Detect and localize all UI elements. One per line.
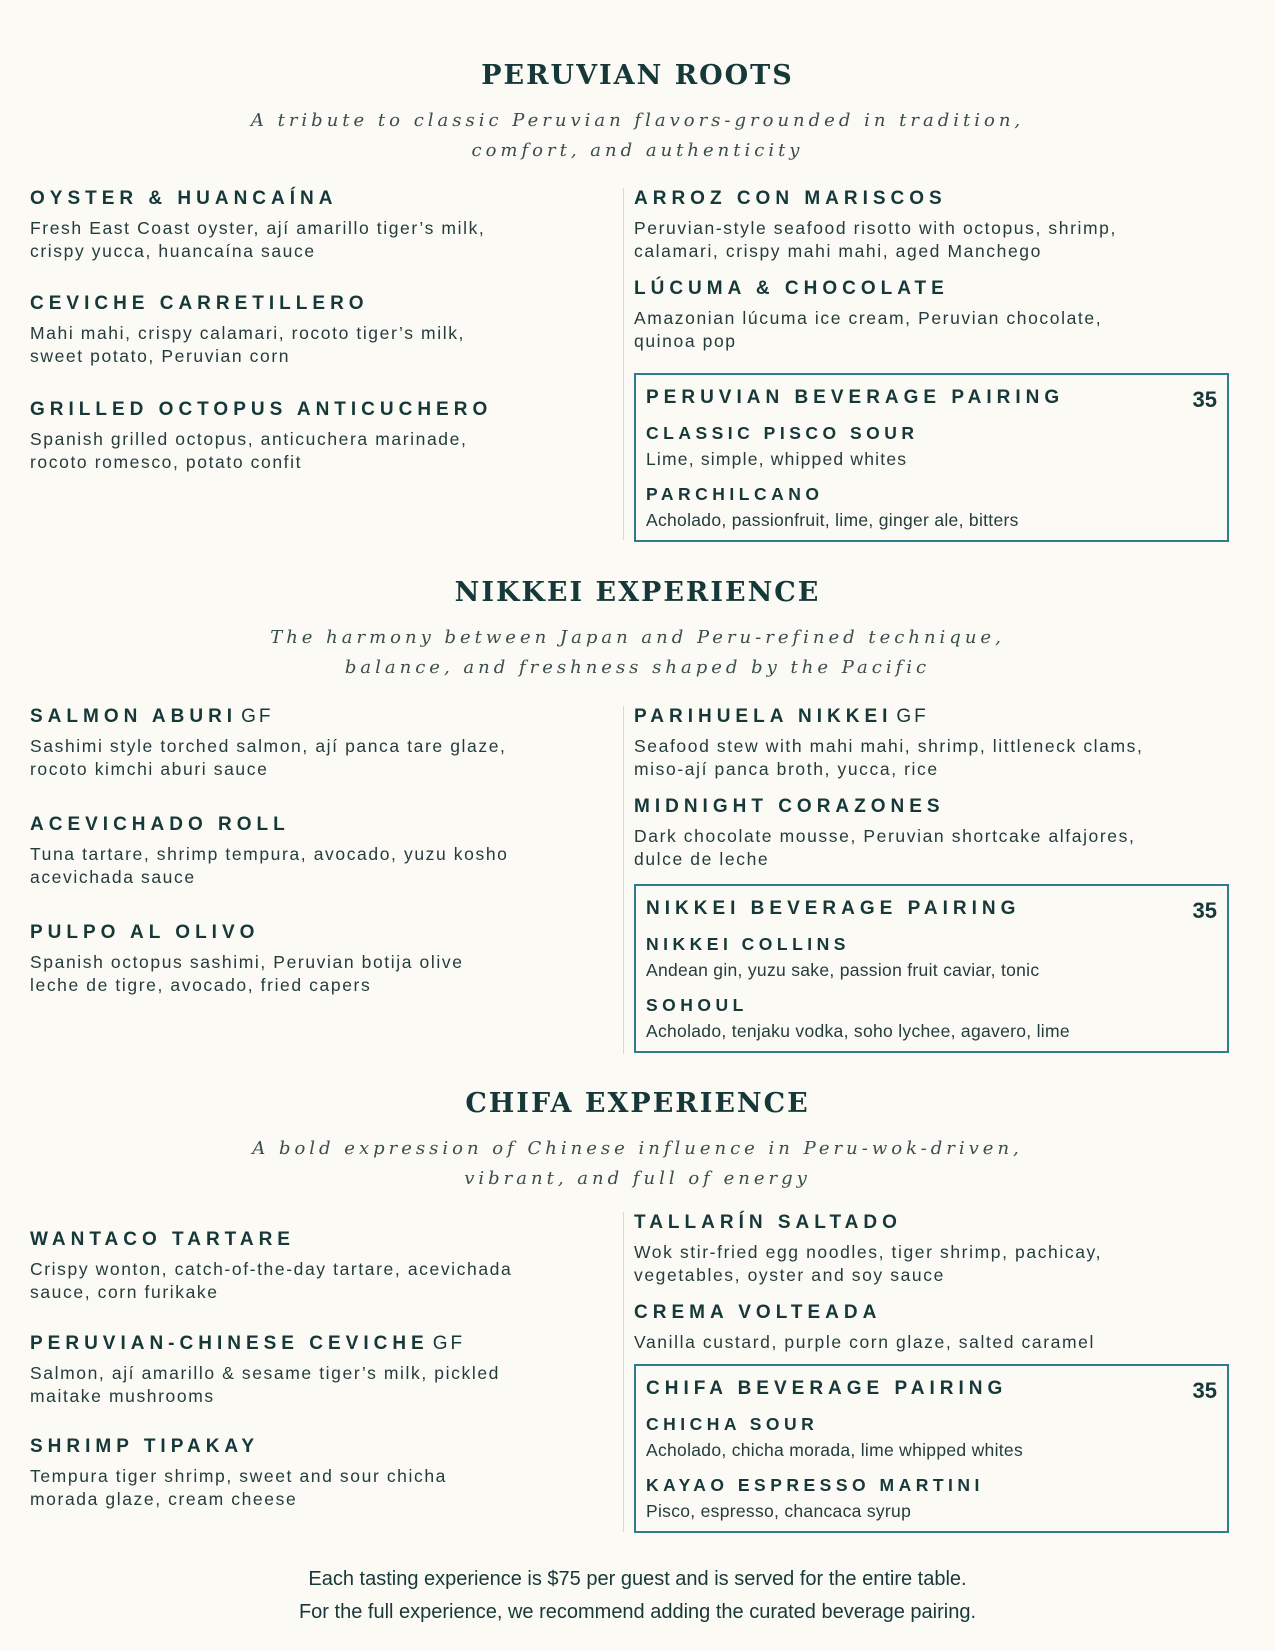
subtitle-line: The harmony between Japan and Peru-refined technique, — [270, 627, 1005, 648]
drink-description: Pisco, espresso, chancaca syrup — [646, 1501, 912, 1521]
menu-item — [30, 814, 600, 889]
item-name: PARIHUELA NIKKEI GF — [634, 706, 929, 727]
item-name: OYSTER & HUANCAÍNA — [30, 188, 338, 209]
drink-name: CHICHA SOUR — [646, 1414, 819, 1434]
item-description: Peruvian-style seafood risotto with octopus, shrimp, calamari, crispy mahi mahi, aged Manchego — [634, 218, 1117, 261]
drink-name: SOHOUL — [646, 995, 748, 1015]
footer-note — [0, 1563, 1275, 1629]
section-subtitle — [0, 106, 1275, 166]
drink-description: Andean gin, yuzu sake, passion fruit caviar, tonic — [646, 960, 1040, 980]
pairing-title: NIKKEI BEVERAGE PAIRING — [646, 898, 1021, 919]
drink-name: CLASSIC PISCO SOUR — [646, 423, 919, 443]
column-divider — [623, 706, 624, 1054]
menu-item — [30, 922, 600, 997]
menu-item — [30, 1436, 600, 1511]
drink-name: NIKKEI COLLINS — [646, 934, 850, 954]
item-description: Fresh East Coast oyster, ají amarillo tiger’s milk, crispy yucca, huancaína sauce — [30, 218, 486, 261]
menu-item — [30, 1333, 600, 1408]
pairing-title: PERUVIAN BEVERAGE PAIRING — [646, 387, 1065, 408]
item-description: Crispy wonton, catch-of-the-day tartare, acevichada sauce, corn furikake — [30, 1259, 513, 1302]
item-name: CREMA VOLTEADA — [634, 1302, 882, 1323]
item-description: Wok stir-fried egg noodles, tiger shrimp, pachicay, vegetables, oyster and soy sauce — [634, 1242, 1103, 1285]
drink-description: Acholado, passionfruit, lime, ginger ale, bitters — [646, 510, 1019, 530]
menu-item — [30, 293, 600, 368]
item-name: GRILLED OCTOPUS ANTICUCHERO — [30, 399, 493, 420]
pairing-title: CHIFA BEVERAGE PAIRING — [646, 1378, 1008, 1399]
subtitle-line: comfort, and authenticity — [471, 140, 804, 161]
item-description: Tempura tiger shrimp, sweet and sour chicha morada glaze, cream cheese — [30, 1466, 448, 1509]
section-title-nikkei-experience: NIKKEI EXPERIENCE — [454, 577, 821, 608]
item-description: Spanish octopus sashimi, Peruvian botija olive leche de tigre, avocado, fried capers — [30, 952, 464, 995]
menu-item — [30, 1229, 600, 1304]
drink-description: Acholado, chicha morada, lime whipped whites — [646, 1440, 1024, 1460]
pairing-price: 35 — [1192, 898, 1217, 923]
menu-item — [634, 278, 1204, 353]
item-description: Seafood stew with mahi mahi, shrimp, littleneck clams, miso-ají panca broth, yucca, rice — [634, 736, 1144, 779]
drink-name: PARCHILCANO — [646, 484, 824, 504]
menu-item — [634, 706, 1204, 781]
column-divider — [623, 1212, 624, 1532]
item-name: TALLARÍN SALTADO — [634, 1212, 902, 1233]
item-name: SALMON ABURI GF — [30, 706, 274, 727]
menu-item — [30, 399, 600, 474]
item-description: Amazonian lúcuma ice cream, Peruvian chocolate, quinoa pop — [634, 308, 1103, 351]
drink-description: Lime, simple, whipped whites — [646, 449, 908, 469]
beverage-pairing-box — [634, 884, 1229, 1053]
item-description: Tuna tartare, shrimp tempura, avocado, yuzu kosho acevichada sauce — [30, 844, 509, 887]
item-name: CEVICHE CARRETILLERO — [30, 293, 369, 314]
item-description: Vanilla custard, purple corn glaze, salted caramel — [634, 1332, 1095, 1352]
item-description: Dark chocolate mousse, Peruvian shortcake alfajores, dulce de leche — [634, 826, 1136, 869]
menu-item — [634, 1212, 1204, 1287]
item-name: ACEVICHADO ROLL — [30, 814, 290, 835]
item-description: Salmon, ají amarillo & sesame tiger’s milk, pickled maitake mushrooms — [30, 1363, 500, 1406]
subtitle-line: vibrant, and full of energy — [464, 1168, 811, 1189]
beverage-pairing-box — [634, 373, 1229, 542]
item-name: MIDNIGHT CORAZONES — [634, 796, 945, 817]
menu-item — [634, 1302, 1204, 1354]
section-title-chifa-experience: CHIFA EXPERIENCE — [465, 1088, 810, 1119]
gluten-free-tag: GF — [896, 706, 929, 727]
subtitle-line: A tribute to classic Peruvian flavors-grounded in tradition, — [250, 110, 1025, 131]
item-description: Sashimi style torched salmon, ají panca tare glaze, rocoto kimchi aburi sauce — [30, 736, 507, 779]
item-description: Mahi mahi, crispy calamari, rocoto tiger’s milk, sweet potato, Peruvian corn — [30, 323, 466, 366]
pairing-price: 35 — [1192, 387, 1217, 412]
menu-item — [634, 796, 1204, 871]
column-divider — [623, 188, 624, 540]
item-name: PERUVIAN-CHINESE CEVICHE GF — [30, 1333, 466, 1354]
menu-item — [30, 188, 600, 263]
section-subtitle — [0, 1134, 1275, 1194]
gluten-free-tag: GF — [432, 1333, 466, 1354]
footer-line: For the full experience, we recommend adding the curated beverage pairing. — [298, 1601, 977, 1623]
item-name: PULPO AL OLIVO — [30, 922, 260, 943]
item-name: LÚCUMA & CHOCOLATE — [634, 278, 949, 299]
footer-line: Each tasting experience is $75 per guest and is served for the entire table. — [308, 1568, 967, 1590]
item-name: WANTACO TARTARE — [30, 1229, 295, 1250]
item-name: ARROZ CON MARISCOS — [634, 188, 947, 209]
subtitle-line: A bold expression of Chinese influence in Peru-wok-driven, — [252, 1138, 1023, 1159]
menu-item — [30, 706, 600, 781]
drink-name: KAYAO ESPRESSO MARTINI — [646, 1475, 984, 1495]
subtitle-line: balance, and freshness shaped by the Pacific — [344, 657, 931, 678]
section-subtitle — [0, 623, 1275, 683]
item-name: SHRIMP TIPAKAY — [30, 1436, 260, 1457]
menu-item — [634, 188, 1204, 263]
section-title-peruvian-roots: PERUVIAN ROOTS — [481, 60, 794, 91]
item-description: Spanish grilled octopus, anticuchera marinade, rocoto romesco, potato confit — [30, 429, 468, 472]
beverage-pairing-box — [634, 1364, 1229, 1533]
gluten-free-tag: GF — [241, 706, 274, 727]
pairing-price: 35 — [1192, 1378, 1217, 1403]
drink-description: Acholado, tenjaku vodka, soho lychee, agavero, lime — [646, 1021, 1070, 1041]
